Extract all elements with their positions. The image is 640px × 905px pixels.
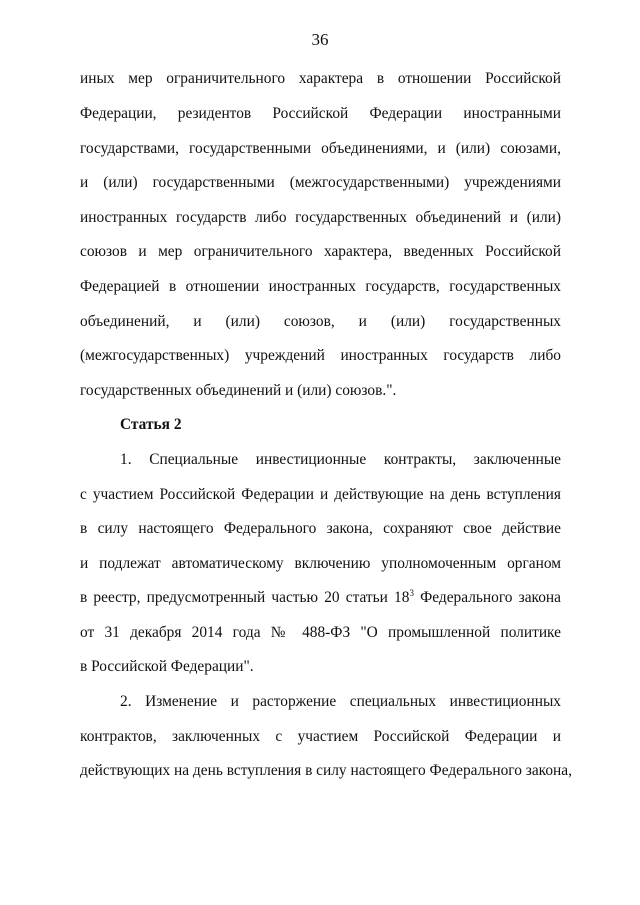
text-line: (межгосударственных) учреждений иностранных государств либо <box>80 347 561 364</box>
text-line: Федерацией в отношении иностранных государств, государственных <box>80 278 561 295</box>
text-line: Федерации, резидентов Российской Федерации иностранными <box>80 105 561 122</box>
text-line: и (или) государственными (межгосударственными) учреждениями <box>80 174 561 191</box>
page-number: 36 <box>311 30 329 49</box>
text-line: и подлежат автоматическому включению уполномоченным органом <box>80 555 561 572</box>
text-line: с участием Российской Федерации и действующие на день вступления <box>80 486 561 503</box>
text-line: иных мер ограничительного характера в отношении Российской <box>80 70 561 87</box>
article-heading: Статья 2 <box>120 416 182 433</box>
superscript: 3 <box>409 587 414 598</box>
text-line <box>80 589 561 607</box>
text-line: контрактов, заключенных с участием Российской Федерации и <box>80 728 561 745</box>
text-line: от 31 декабря 2014 года № 488-ФЗ "О промышленной политике <box>80 624 561 641</box>
text-line: 1. Специальные инвестиционные контракты, заключенные <box>120 451 561 468</box>
text-segment: Федерального закона <box>413 589 561 606</box>
text-line: государствами, государственными объединениями, и (или) союзами, <box>80 140 561 157</box>
text-line: государственных объединений и (или) союзов.". <box>80 382 397 399</box>
text-line: объединений, и (или) союзов, и (или) государственных <box>80 313 561 330</box>
text-line: действующих на день вступления в силу настоящего Федерального закона, <box>80 762 572 779</box>
text-line: 2. Изменение и расторжение специальных инвестиционных <box>120 693 561 710</box>
text-segment: в реестр, предусмотренный частью 20 статьи 18 <box>80 589 410 606</box>
text-line: союзов и мер ограничительного характера, введенных Российской <box>80 243 561 260</box>
text-line: в силу настоящего Федерального закона, сохраняют свое действие <box>80 520 561 537</box>
text-line: в Российской Федерации". <box>80 658 254 675</box>
text-line: иностранных государств либо государственных объединений и (или) <box>80 209 561 226</box>
